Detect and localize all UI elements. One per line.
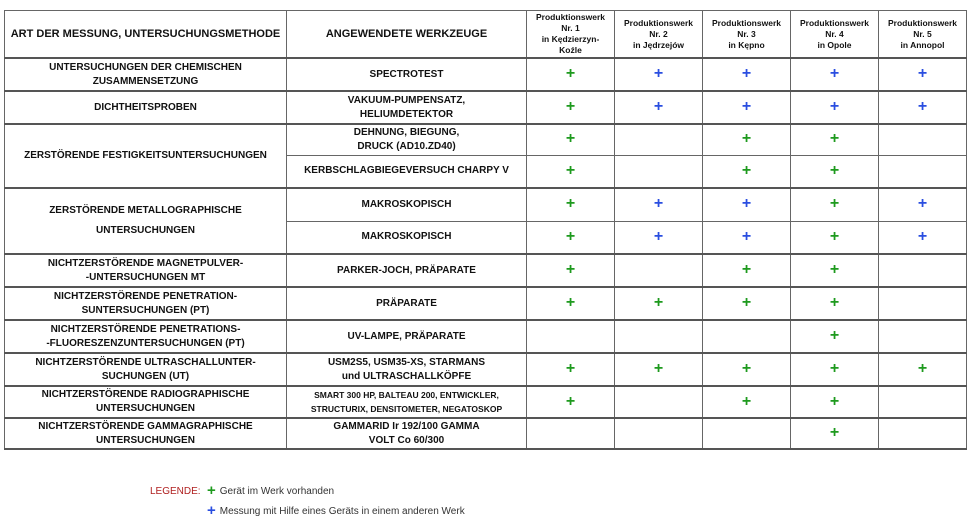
plant-cell <box>791 353 879 386</box>
table-row <box>5 124 967 155</box>
green-plus-icon: + <box>917 360 928 377</box>
tools-cell: SPECTROTEST <box>287 58 527 91</box>
green-plus-icon: + <box>741 130 752 148</box>
tools-cell: USM2S5, USM35-XS, STARMANS und ULTRASCHALLKÖPFE <box>287 353 527 386</box>
green-plus-icon: + <box>741 392 752 410</box>
plant-cell <box>703 418 791 449</box>
tools-cell: SMART 300 HP, BALTEAU 200, ENTWICKLER, STRUCTURIX, DENSITOMETER, NEGATOSKOP <box>287 386 527 418</box>
table-body <box>5 58 967 449</box>
tools-cell: UV-LAMPE, PRÄPARATE <box>287 320 527 353</box>
plant-cell <box>791 287 879 320</box>
method-cell: NICHTZERSTÖRENDE ULTRASCHALLUNTER- SUCHUNGEN (UT) <box>5 353 287 386</box>
method-cell: NICHTZERSTÖRENDE PENETRATIONS- -FLUORESZENZUNTERSUCHUNGEN (PT) <box>5 320 287 353</box>
legend-row-other-plant <box>150 501 465 521</box>
blue-plus-icon: + <box>653 65 664 82</box>
header-method: ART DER MESSUNG, UNTERSUCHUNGSMETHODE <box>5 11 287 59</box>
method-cell: NICHTZERSTÖRENDE MAGNETPULVER- -UNTERSUCHUNGEN MT <box>5 254 287 287</box>
method-cell: ZERSTÖRENDE FESTIGKEITSUNTERSUCHUNGEN <box>5 124 287 188</box>
blue-plus-icon: + <box>741 227 752 245</box>
green-plus-icon: + <box>565 227 576 245</box>
plant-cell <box>791 386 879 418</box>
header-plant-1: Produktionswerk Nr. 1 in Kędzierzyn-Koźle <box>527 11 615 59</box>
plant-cell <box>879 188 967 221</box>
green-plus-icon: + <box>565 294 576 311</box>
plant-cell <box>615 386 703 418</box>
table-row <box>5 188 967 221</box>
plant-cell <box>703 353 791 386</box>
blue-plus-icon: + <box>653 227 664 245</box>
plant-cell <box>879 254 967 287</box>
plant-cell <box>615 221 703 254</box>
plant-cell <box>615 254 703 287</box>
header-row <box>5 11 967 59</box>
plant-cell <box>879 221 967 254</box>
plant-cell <box>703 221 791 254</box>
method-cell: NICHTZERSTÖRENDE PENETRATION- SUNTERSUCHUNGEN (PT) <box>5 287 287 320</box>
plant-cell <box>527 124 615 155</box>
blue-plus-icon: + <box>917 65 928 82</box>
green-plus-icon: + <box>741 261 752 278</box>
tools-cell: DEHNUNG, BIEGUNG, DRUCK (AD10.ZD40) <box>287 124 527 155</box>
green-plus-icon: + <box>829 130 840 148</box>
green-plus-icon: + <box>741 161 752 179</box>
table-row <box>5 418 967 449</box>
green-plus-icon: + <box>829 360 840 377</box>
plant-cell <box>703 58 791 91</box>
tools-cell: VAKUUM-PUMPENSATZ, HELIUMDETEKTOR <box>287 91 527 124</box>
plant-cell <box>615 188 703 221</box>
blue-plus-icon: + <box>207 502 216 519</box>
green-plus-icon: + <box>565 130 576 148</box>
green-plus-icon: + <box>829 195 840 213</box>
green-plus-icon: + <box>829 227 840 245</box>
plant-cell <box>703 386 791 418</box>
header-plant-4: Produktionswerk Nr. 4 in Opole <box>791 11 879 59</box>
green-plus-icon: + <box>829 424 840 441</box>
header-tools: ANGEWENDETE WERKZEUGE <box>287 11 527 59</box>
method-cell: DICHTHEITSPROBEN <box>5 91 287 124</box>
table-row <box>5 320 967 353</box>
method-cell: UNTERSUCHUNGEN DER CHEMISCHEN ZUSAMMENSETZUNG <box>5 58 287 91</box>
green-plus-icon: + <box>565 195 576 213</box>
plant-cell <box>879 418 967 449</box>
blue-plus-icon: + <box>917 98 928 115</box>
plant-cell <box>879 287 967 320</box>
green-plus-icon: + <box>829 161 840 179</box>
table-row <box>5 386 967 418</box>
plant-cell <box>703 155 791 188</box>
plant-cell <box>703 91 791 124</box>
green-plus-icon: + <box>565 98 576 115</box>
blue-plus-icon: + <box>829 98 840 115</box>
plant-cell <box>791 320 879 353</box>
plant-cell <box>791 254 879 287</box>
plant-cell <box>879 353 967 386</box>
blue-plus-icon: + <box>917 195 928 213</box>
plant-cell <box>703 124 791 155</box>
plant-cell <box>703 188 791 221</box>
table-row <box>5 91 967 124</box>
plant-cell <box>615 91 703 124</box>
plant-cell <box>527 91 615 124</box>
tools-cell: PARKER-JOCH, PRÄPARATE <box>287 254 527 287</box>
green-plus-icon: + <box>829 327 840 344</box>
plant-cell <box>527 254 615 287</box>
table-row <box>5 254 967 287</box>
plant-cell <box>879 386 967 418</box>
plant-cell <box>791 91 879 124</box>
plant-cell <box>527 353 615 386</box>
header-plant-2: Produktionswerk Nr. 2 in Jędrzejów <box>615 11 703 59</box>
header-plant-3: Produktionswerk Nr. 3 in Kępno <box>703 11 791 59</box>
plant-cell <box>527 418 615 449</box>
plant-cell <box>791 221 879 254</box>
table-row <box>5 287 967 320</box>
plant-cell <box>527 155 615 188</box>
green-plus-icon: + <box>565 161 576 179</box>
legend <box>150 481 465 521</box>
plant-cell <box>703 254 791 287</box>
green-plus-icon: + <box>565 360 576 377</box>
green-plus-icon: + <box>565 261 576 278</box>
plant-cell <box>615 353 703 386</box>
plant-cell <box>527 287 615 320</box>
tools-cell: MAKROSKOPISCH <box>287 221 527 254</box>
plant-cell <box>879 320 967 353</box>
plant-cell <box>879 124 967 155</box>
tools-cell: MAKROSKOPISCH <box>287 188 527 221</box>
green-plus-icon: + <box>829 392 840 410</box>
blue-plus-icon: + <box>741 65 752 82</box>
legend-row-available <box>150 481 465 501</box>
plant-cell <box>615 58 703 91</box>
green-plus-icon: + <box>829 294 840 311</box>
plant-cell <box>615 124 703 155</box>
plant-cell <box>791 188 879 221</box>
plant-cell <box>791 418 879 449</box>
plant-cell <box>879 91 967 124</box>
tools-cell: PRÄPARATE <box>287 287 527 320</box>
legend-text-available: Gerät im Werk vorhanden <box>219 485 335 497</box>
header-plant-5: Produktionswerk Nr. 5 in Annopol <box>879 11 967 59</box>
measurement-methods-table <box>4 10 967 450</box>
green-plus-icon: + <box>565 392 576 410</box>
plant-cell <box>879 58 967 91</box>
plant-cell <box>791 155 879 188</box>
method-cell: NICHTZERSTÖRENDE GAMMAGRAPHISCHE UNTERSUCHUNGEN <box>5 418 287 449</box>
plant-cell <box>791 58 879 91</box>
plant-cell <box>527 221 615 254</box>
plant-cell <box>791 124 879 155</box>
legend-text-other-plant: Messung mit Hilfe eines Geräts in einem anderen Werk <box>219 505 465 517</box>
blue-plus-icon: + <box>829 65 840 82</box>
tools-cell: GAMMARID Ir 192/100 GAMMA VOLT Co 60/300 <box>287 418 527 449</box>
plant-cell <box>527 320 615 353</box>
plant-cell <box>615 155 703 188</box>
green-plus-icon: + <box>207 482 216 499</box>
tools-cell: KERBSCHLAGBIEGEVERSUCH CHARPY V <box>287 155 527 188</box>
green-plus-icon: + <box>829 261 840 278</box>
blue-plus-icon: + <box>741 98 752 115</box>
legend-label: LEGENDE: <box>150 485 201 497</box>
plant-cell <box>879 155 967 188</box>
table-row <box>5 353 967 386</box>
green-plus-icon: + <box>565 65 576 82</box>
green-plus-icon: + <box>741 360 752 377</box>
method-cell: NICHTZERSTÖRENDE RADIOGRAPHISCHE UNTERSUCHUNGEN <box>5 386 287 418</box>
table-row <box>5 58 967 91</box>
plant-cell <box>703 320 791 353</box>
plant-cell <box>527 386 615 418</box>
method-cell: ZERSTÖRENDE METALLOGRAPHISCHE UNTERSUCHUNGEN <box>5 188 287 254</box>
green-plus-icon: + <box>741 294 752 311</box>
blue-plus-icon: + <box>653 195 664 213</box>
plant-cell <box>527 188 615 221</box>
plant-cell <box>615 320 703 353</box>
blue-plus-icon: + <box>653 98 664 115</box>
blue-plus-icon: + <box>741 195 752 213</box>
green-plus-icon: + <box>653 360 664 377</box>
plant-cell <box>527 58 615 91</box>
blue-plus-icon: + <box>917 227 928 245</box>
plant-cell <box>615 418 703 449</box>
plant-cell <box>703 287 791 320</box>
plant-cell <box>615 287 703 320</box>
green-plus-icon: + <box>653 294 664 311</box>
